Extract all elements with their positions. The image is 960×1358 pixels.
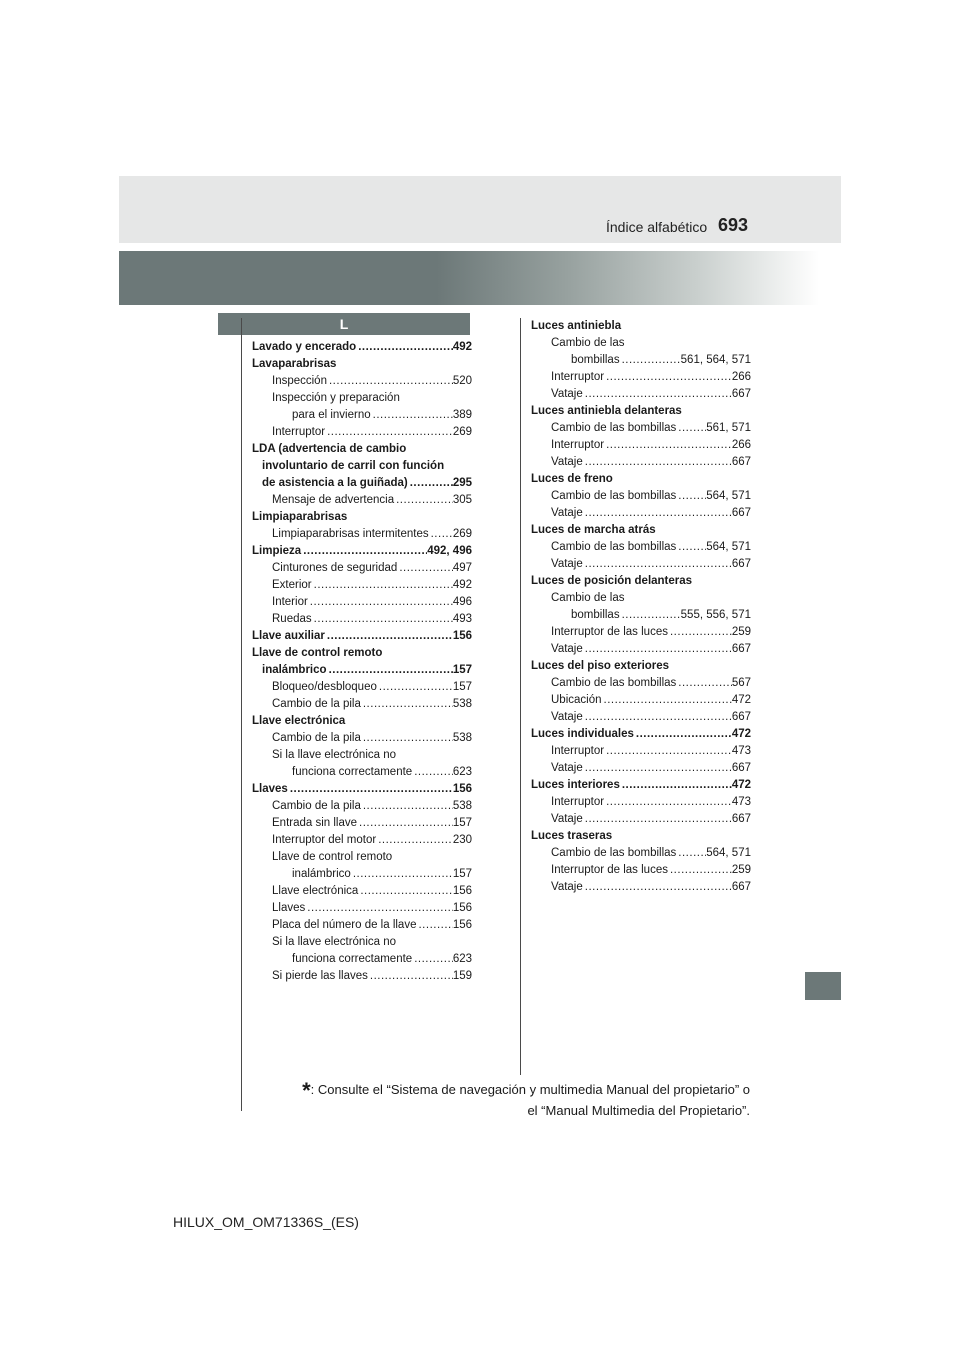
footnote-line-1: : Consulte el “Sistema de navegación y multimedia Manual del propietario” o	[310, 1082, 750, 1097]
index-entry	[531, 658, 751, 675]
index-entry-text: involuntario de carril con función	[262, 460, 445, 472]
dot-leader	[583, 505, 732, 522]
index-entry-text: Vataje	[551, 558, 583, 570]
index-entry-page: 667	[731, 388, 751, 400]
index-entry	[531, 845, 751, 862]
column-divider-rule	[520, 318, 521, 1075]
index-entry-text: Luces de posición delanteras	[531, 575, 693, 587]
index-entry-text: Interruptor del motor	[272, 834, 377, 846]
index-entry-page: 555, 556, 571	[680, 609, 751, 621]
dot-leader	[634, 726, 732, 743]
chapter-side-tab	[805, 972, 841, 1000]
dot-leader	[394, 492, 453, 509]
index-entry	[252, 781, 472, 798]
dot-leader	[620, 777, 732, 794]
index-entry	[252, 883, 472, 900]
index-entry-page: 266	[731, 371, 751, 383]
index-entry	[252, 628, 472, 645]
index-entry	[531, 862, 751, 879]
index-entry-text: Llaves	[272, 902, 306, 914]
index-entry-text: Limpiaparabrisas	[252, 511, 348, 523]
dot-leader	[583, 811, 732, 828]
index-column-right	[531, 318, 751, 896]
index-entry-text: funciona correctamente	[292, 953, 413, 965]
dot-leader	[412, 951, 453, 968]
index-entry-text: Cinturones de seguridad	[272, 562, 398, 574]
index-entry	[252, 560, 472, 577]
index-entry-text: Cambio de las bombillas	[551, 677, 677, 689]
index-entry-text: Luces del piso exteriores	[531, 660, 670, 672]
index-entry-text: Luces traseras	[531, 830, 613, 842]
index-entry-page: 157	[452, 681, 472, 693]
index-entry-page: 156	[452, 630, 472, 642]
index-entry-text: Interruptor de las luces	[551, 626, 668, 638]
index-entry	[252, 356, 472, 373]
index-entry-text: Si la llave electrónica no	[272, 936, 397, 948]
index-entry-text: Luces individuales	[531, 728, 634, 740]
index-entry-page: 156	[452, 783, 472, 795]
index-entry	[531, 828, 751, 845]
dot-leader	[583, 454, 732, 471]
index-entry	[531, 335, 751, 352]
index-entry-text: Vataje	[551, 813, 583, 825]
index-entry	[531, 709, 751, 726]
index-entry	[252, 390, 472, 407]
index-entry	[252, 730, 472, 747]
index-entry	[252, 968, 472, 985]
index-entry-page: 156	[452, 919, 472, 931]
section-title: Índice alfabético	[606, 219, 708, 235]
index-entry-page: 492, 496	[427, 545, 472, 557]
index-entry	[531, 352, 751, 369]
index-entry-text: inalámbrico	[292, 868, 351, 880]
index-entry-text: Inspección y preparación	[272, 392, 400, 404]
index-entry-page: 157	[452, 868, 472, 880]
index-entry	[252, 543, 472, 560]
index-entry-page: 564, 571	[706, 541, 751, 553]
index-entry-page: 473	[731, 796, 751, 808]
index-entry	[531, 777, 751, 794]
dot-leader	[325, 628, 453, 645]
index-entry-text: Cambio de la pila	[272, 698, 361, 710]
index-letter-heading: L	[218, 313, 470, 335]
index-entry	[252, 594, 472, 611]
dot-leader	[327, 373, 453, 390]
index-entry	[531, 403, 751, 420]
index-entry-page: 157	[452, 817, 472, 829]
dot-leader	[351, 866, 453, 883]
index-entry-page: 492	[452, 341, 472, 353]
dot-leader	[357, 815, 453, 832]
index-entry-page: 472	[731, 728, 751, 740]
dot-leader	[301, 543, 427, 560]
dot-leader	[583, 760, 732, 777]
index-entry-page: 156	[452, 902, 472, 914]
index-entry-text: Exterior	[272, 579, 312, 591]
index-entry	[252, 424, 472, 441]
index-entry	[252, 679, 472, 696]
dot-leader	[412, 764, 453, 781]
dot-leader	[356, 339, 453, 356]
index-entry-text: Vataje	[551, 643, 583, 655]
index-entry-page: 667	[731, 507, 751, 519]
index-entry-page: 492	[452, 579, 472, 591]
dot-leader	[583, 879, 732, 896]
index-entry-text: Vataje	[551, 456, 583, 468]
index-entry-page: 667	[731, 456, 751, 468]
index-entry-text: Lavado y encerado	[252, 341, 357, 353]
dot-leader	[305, 900, 453, 917]
index-entry-page: 667	[731, 762, 751, 774]
left-margin-rule	[241, 318, 242, 1111]
index-entry	[531, 641, 751, 658]
index-entry-text: Luces de freno	[531, 473, 613, 485]
index-entry-page: 567	[731, 677, 751, 689]
index-entry	[252, 577, 472, 594]
index-entry	[531, 318, 751, 335]
index-entry	[252, 407, 472, 424]
index-entry-text: Cambio de las bombillas	[551, 490, 677, 502]
index-entry-page: 497	[452, 562, 472, 574]
index-entry-text: Cambio de las	[551, 592, 625, 604]
dot-leader	[583, 641, 732, 658]
dot-leader	[604, 743, 732, 760]
index-entry-page: 520	[452, 375, 472, 387]
index-entry-page: 538	[452, 800, 472, 812]
index-entry	[252, 866, 472, 883]
index-entry	[252, 900, 472, 917]
dot-leader	[327, 662, 453, 679]
index-entry	[531, 879, 751, 896]
index-entry	[531, 692, 751, 709]
index-entry	[531, 760, 751, 777]
index-entry	[252, 798, 472, 815]
index-column-left	[252, 339, 472, 985]
index-entry-text: Limpieza	[252, 545, 302, 557]
index-entry	[531, 556, 751, 573]
dot-leader	[604, 369, 732, 386]
index-entry	[531, 794, 751, 811]
index-entry-text: Lavaparabrisas	[252, 358, 337, 370]
index-entry-page: 259	[731, 864, 751, 876]
index-entry	[531, 675, 751, 692]
dot-leader	[368, 968, 453, 985]
index-entry	[252, 645, 472, 662]
index-entry	[252, 832, 472, 849]
index-entry-text: Luces de marcha atrás	[531, 524, 656, 536]
dot-leader	[668, 624, 732, 641]
index-entry-text: Interruptor	[551, 371, 605, 383]
index-entry-page: 623	[452, 953, 472, 965]
index-entry	[531, 539, 751, 556]
index-entry	[252, 951, 472, 968]
index-entry-page: 564, 571	[706, 490, 751, 502]
index-entry-text: Interruptor	[272, 426, 326, 438]
dot-leader	[312, 577, 453, 594]
index-entry	[531, 522, 751, 539]
index-entry	[252, 934, 472, 951]
index-entry-text: Cambio de las bombillas	[551, 422, 677, 434]
footnote-marker: *	[302, 1078, 311, 1103]
index-entry-page: 667	[731, 558, 751, 570]
index-entry-text: de asistencia a la guiñada)	[262, 477, 408, 489]
index-entry	[252, 475, 472, 492]
index-entry	[252, 849, 472, 866]
index-entry	[252, 764, 472, 781]
dot-leader	[583, 386, 732, 403]
index-entry-text: bombillas	[571, 354, 620, 366]
dot-leader	[361, 730, 453, 747]
index-entry-page: 295	[452, 477, 472, 489]
index-entry-page: 269	[452, 426, 472, 438]
index-entry	[531, 454, 751, 471]
index-entry	[531, 471, 751, 488]
dot-leader	[583, 556, 732, 573]
index-entry-text: Interior	[272, 596, 308, 608]
index-entry-page: 156	[452, 885, 472, 897]
index-entry	[531, 505, 751, 522]
index-entry-page: 561, 571	[706, 422, 751, 434]
dot-leader	[377, 679, 453, 696]
dot-leader	[288, 781, 453, 798]
index-entry	[252, 917, 472, 934]
index-entry	[531, 624, 751, 641]
index-entry-text: Vataje	[551, 711, 583, 723]
index-entry-text: Interruptor	[551, 796, 605, 808]
index-entry-page: 472	[731, 694, 751, 706]
index-entry	[531, 726, 751, 743]
index-entry-text: Luces interiores	[531, 779, 620, 791]
index-entry	[531, 488, 751, 505]
index-entry-text: Luces antiniebla	[531, 320, 622, 332]
dot-leader	[676, 420, 706, 437]
dot-leader	[312, 611, 453, 628]
index-entry-page: 472	[731, 779, 751, 791]
index-entry-text: Interruptor de las luces	[551, 864, 668, 876]
index-entry	[531, 811, 751, 828]
index-entry-text: Llaves	[252, 783, 288, 795]
index-entry-page: 564, 571	[706, 847, 751, 859]
index-entry-text: Entrada sin llave	[272, 817, 358, 829]
index-entry-text: Llave de control remoto	[272, 851, 393, 863]
index-entry-page: 259	[731, 626, 751, 638]
dot-leader	[408, 475, 453, 492]
index-entry	[531, 743, 751, 760]
index-entry	[531, 590, 751, 607]
index-entry-text: Bloqueo/desbloqueo	[272, 681, 377, 693]
dot-leader	[676, 539, 706, 556]
index-entry-text: Ruedas	[272, 613, 312, 625]
dot-leader	[604, 437, 732, 454]
index-entry-page: 538	[452, 732, 472, 744]
dot-leader	[371, 407, 453, 424]
index-entry-text: Vataje	[551, 507, 583, 519]
dot-leader	[361, 798, 453, 815]
index-entry-text: Cambio de las bombillas	[551, 541, 677, 553]
index-entry-text: Ubicación	[551, 694, 602, 706]
index-entry-text: LDA (advertencia de cambio	[252, 443, 407, 455]
index-entry	[252, 747, 472, 764]
dot-leader	[358, 883, 453, 900]
dot-leader	[376, 832, 453, 849]
index-entry	[252, 339, 472, 356]
index-entry	[531, 420, 751, 437]
index-entry-text: Llave electrónica	[272, 885, 359, 897]
index-entry-page: 667	[731, 881, 751, 893]
index-entry	[531, 369, 751, 386]
dot-leader	[604, 794, 732, 811]
index-entry-page: 157	[452, 664, 472, 676]
index-entry-page: 538	[452, 698, 472, 710]
index-entry-page: 667	[731, 643, 751, 655]
index-entry-page: 269	[452, 528, 472, 540]
index-entry-text: bombillas	[571, 609, 620, 621]
index-entry	[252, 611, 472, 628]
index-entry-text: Llave de control remoto	[252, 647, 383, 659]
index-entry-text: Cambio de las	[551, 337, 625, 349]
index-entry	[252, 373, 472, 390]
index-entry-page: 159	[452, 970, 472, 982]
page-number: 693	[718, 215, 749, 235]
chapter-gradient-bar	[119, 251, 841, 305]
index-entry-page: 623	[452, 766, 472, 778]
index-entry-text: inalámbrico	[262, 664, 327, 676]
index-entry-text: Llave auxiliar	[252, 630, 325, 642]
index-entry-page: 667	[731, 813, 751, 825]
index-entry-text: funciona correctamente	[292, 766, 413, 778]
index-entry-text: Vataje	[551, 388, 583, 400]
dot-leader	[676, 675, 732, 692]
index-entry	[252, 458, 472, 475]
index-entry-text: Vataje	[551, 762, 583, 774]
index-entry	[252, 509, 472, 526]
document-id: HILUX_OM_OM71336S_(ES)	[173, 1214, 359, 1230]
index-entry-text: Interruptor	[551, 745, 605, 757]
index-entry	[531, 607, 751, 624]
index-entry-text: Luces antiniebla delanteras	[531, 405, 682, 417]
index-entry-text: Limpiaparabrisas intermitentes	[272, 528, 429, 540]
dot-leader	[429, 526, 453, 543]
index-entry	[252, 662, 472, 679]
dot-leader	[583, 709, 732, 726]
index-entry	[252, 441, 472, 458]
index-entry-page: 389	[452, 409, 472, 421]
index-entry-page: 493	[452, 613, 472, 625]
index-entry	[252, 713, 472, 730]
dot-leader	[602, 692, 732, 709]
index-entry-text: Llave electrónica	[252, 715, 346, 727]
dot-leader	[676, 845, 706, 862]
dot-leader	[620, 607, 681, 624]
dot-leader	[668, 862, 732, 879]
index-entry-page: 496	[452, 596, 472, 608]
index-entry-text: Cambio de la pila	[272, 732, 361, 744]
index-entry-text: Interruptor	[551, 439, 605, 451]
index-entry-text: Inspección	[272, 375, 327, 387]
dot-leader	[416, 917, 452, 934]
index-entry-page: 473	[731, 745, 751, 757]
index-entry	[252, 492, 472, 509]
index-entry	[531, 437, 751, 454]
footnote-line-2: el “Manual Multimedia del Propietario”.	[527, 1103, 750, 1118]
index-entry	[252, 815, 472, 832]
index-entry	[531, 573, 751, 590]
dot-leader	[361, 696, 453, 713]
index-entry-text: Si la llave electrónica no	[272, 749, 397, 761]
dot-leader	[676, 488, 706, 505]
index-entry-page: 667	[731, 711, 751, 723]
index-entry	[531, 386, 751, 403]
dot-leader	[308, 594, 453, 611]
index-entry-page: 305	[452, 494, 472, 506]
index-entry-page: 266	[731, 439, 751, 451]
index-entry-text: Mensaje de advertencia	[272, 494, 395, 506]
index-entry-text: Cambio de la pila	[272, 800, 361, 812]
dot-leader	[620, 352, 681, 369]
index-entry-text: Placa del número de la llave	[272, 919, 417, 931]
index-entry	[252, 526, 472, 543]
dot-leader	[325, 424, 453, 441]
index-entry-text: Si pierde las llaves	[272, 970, 368, 982]
footnote	[280, 1080, 750, 1121]
index-entry-text: Cambio de las bombillas	[551, 847, 677, 859]
dot-leader	[397, 560, 453, 577]
index-entry-page: 561, 564, 571	[680, 354, 751, 366]
index-entry	[252, 696, 472, 713]
index-entry-text: Vataje	[551, 881, 583, 893]
index-entry-page: 230	[452, 834, 472, 846]
index-entry-text: para el invierno	[292, 409, 371, 421]
